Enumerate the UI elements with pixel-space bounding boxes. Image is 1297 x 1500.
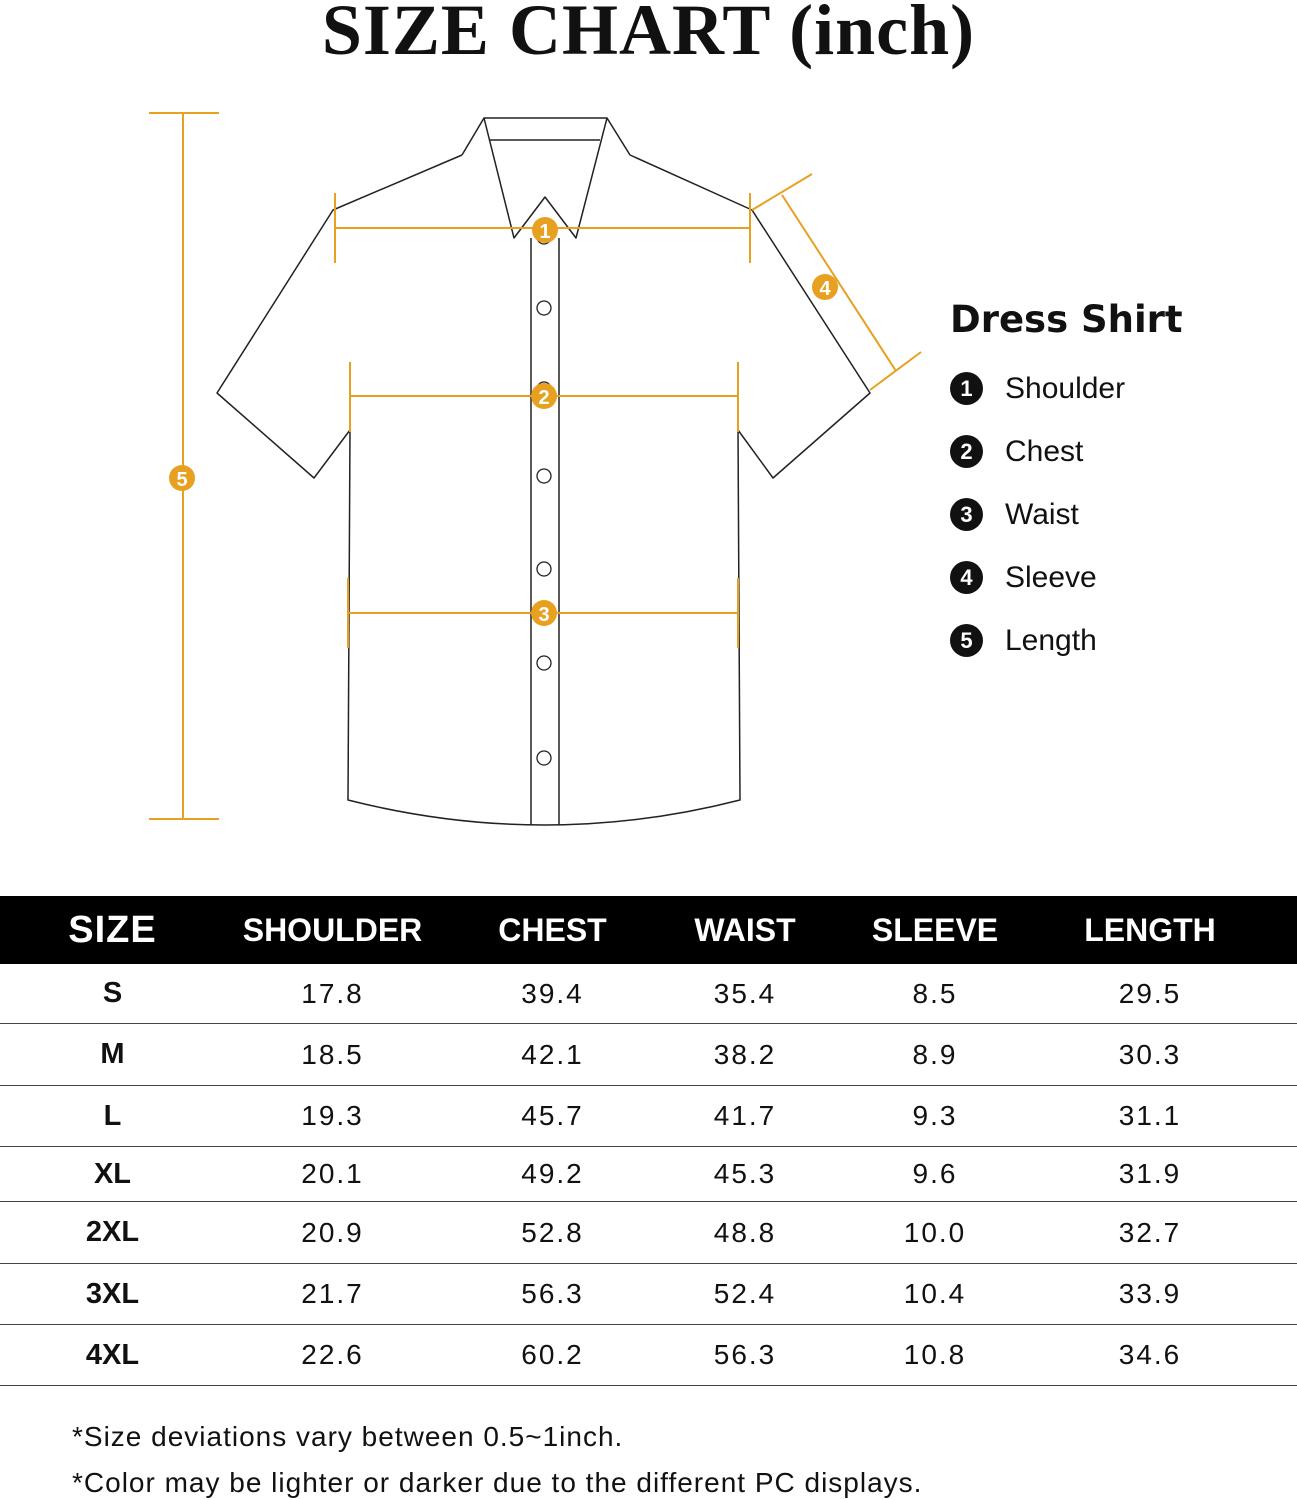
legend-item-shoulder (950, 357, 1183, 420)
value-cell: 8.9 (912, 1038, 958, 1070)
value-cell: 9.3 (912, 1100, 958, 1131)
value-cell: 29.5 (1118, 977, 1182, 1009)
size-cell: L (103, 1099, 122, 1132)
value-cell: 56.3 (521, 1278, 584, 1309)
legend-item-length (950, 609, 1183, 672)
value-cell: 48.8 (713, 1216, 777, 1248)
value-cell: 35.4 (713, 977, 777, 1009)
marker-1 (532, 217, 558, 243)
header-length: LENGTH (1084, 911, 1216, 948)
size-cell: 2XL (85, 1216, 140, 1248)
value-cell: 60.2 (521, 1339, 584, 1370)
header-size: SIZE (68, 908, 157, 951)
value-cell: 31.9 (1118, 1158, 1182, 1189)
table-body (0, 964, 1297, 1386)
value-cell: 32.7 (1118, 1216, 1182, 1248)
marker-2 (531, 383, 557, 409)
size-cell: XL (93, 1157, 132, 1190)
size-cell: S (102, 977, 123, 1009)
table-row (0, 1024, 1297, 1086)
value-cell: 42.1 (521, 1038, 584, 1070)
marker-3 (531, 600, 557, 626)
value-cell: 9.6 (912, 1158, 958, 1189)
value-cell: 52.4 (713, 1278, 777, 1309)
legend-label: Sleeve (1005, 560, 1097, 594)
note-deviation: *Size deviations vary between 0.5~1inch. (72, 1421, 624, 1452)
value-cell: 45.3 (713, 1158, 777, 1189)
table-row (0, 964, 1297, 1024)
marker-5 (169, 465, 195, 491)
marker-2-label: 2 (538, 387, 550, 409)
legend-item-waist (950, 483, 1183, 546)
marker-5-label: 5 (176, 469, 188, 491)
value-cell: 10.8 (903, 1339, 967, 1370)
legend-title: Dress Shirt (950, 298, 1183, 341)
table-row (0, 1086, 1297, 1147)
legend (950, 298, 1183, 672)
marker-1-label: 1 (539, 221, 551, 243)
table-row (0, 1202, 1297, 1264)
size-cell: 4XL (85, 1338, 140, 1371)
value-cell: 39.4 (521, 977, 584, 1009)
legend-label: Length (1005, 623, 1097, 657)
table-row (0, 1264, 1297, 1325)
header-waist: WAIST (694, 911, 796, 948)
value-cell: 18.5 (301, 1038, 364, 1070)
legend-label: Chest (1005, 434, 1084, 468)
size-cell: M (100, 1038, 125, 1070)
legend-item-sleeve (950, 546, 1183, 609)
page-title: SIZE CHART (inch) (321, 0, 976, 70)
value-cell: 31.1 (1118, 1100, 1182, 1131)
value-cell: 10.4 (903, 1278, 967, 1309)
size-cell: 3XL (85, 1277, 140, 1310)
measurement-lines (149, 113, 921, 819)
value-cell: 20.1 (301, 1158, 364, 1189)
value-cell: 33.9 (1118, 1278, 1182, 1309)
value-cell: 22.6 (301, 1339, 364, 1370)
value-cell: 41.7 (713, 1100, 777, 1131)
value-cell: 38.2 (713, 1038, 777, 1070)
table-row (0, 1147, 1297, 1202)
marker-3-label: 3 (538, 604, 550, 626)
legend-label: Shoulder (1005, 371, 1126, 405)
header-shoulder: SHOULDER (242, 911, 423, 948)
header-sleeve: SLEEVE (871, 911, 999, 948)
value-cell: 8.5 (912, 977, 958, 1009)
legend-number: 5 (950, 624, 983, 657)
value-cell: 21.7 (301, 1278, 364, 1309)
legend-number: 4 (950, 561, 983, 594)
header-chest: CHEST (498, 911, 607, 948)
legend-label: Waist (1005, 497, 1079, 531)
marker-4-label: 4 (819, 278, 831, 300)
legend-number: 3 (950, 498, 983, 531)
value-cell: 52.8 (521, 1216, 584, 1248)
value-cell: 10.0 (903, 1216, 967, 1248)
value-cell: 17.8 (301, 977, 364, 1009)
value-cell: 34.6 (1118, 1339, 1182, 1370)
marker-4 (812, 274, 838, 300)
value-cell: 19.3 (301, 1100, 364, 1131)
buttons (537, 230, 551, 765)
value-cell: 56.3 (713, 1339, 777, 1370)
value-cell: 45.7 (521, 1100, 584, 1131)
note-color: *Color may be lighter or darker due to the different PC displays. (72, 1467, 923, 1498)
legend-item-chest (950, 420, 1183, 483)
legend-number: 2 (950, 435, 983, 468)
table-header (0, 896, 1297, 964)
value-cell: 49.2 (521, 1158, 584, 1189)
table-row (0, 1325, 1297, 1386)
size-table (0, 896, 1297, 1386)
legend-number: 1 (950, 372, 983, 405)
value-cell: 30.3 (1118, 1038, 1182, 1070)
value-cell: 20.9 (301, 1216, 364, 1248)
notes (72, 1417, 922, 1500)
